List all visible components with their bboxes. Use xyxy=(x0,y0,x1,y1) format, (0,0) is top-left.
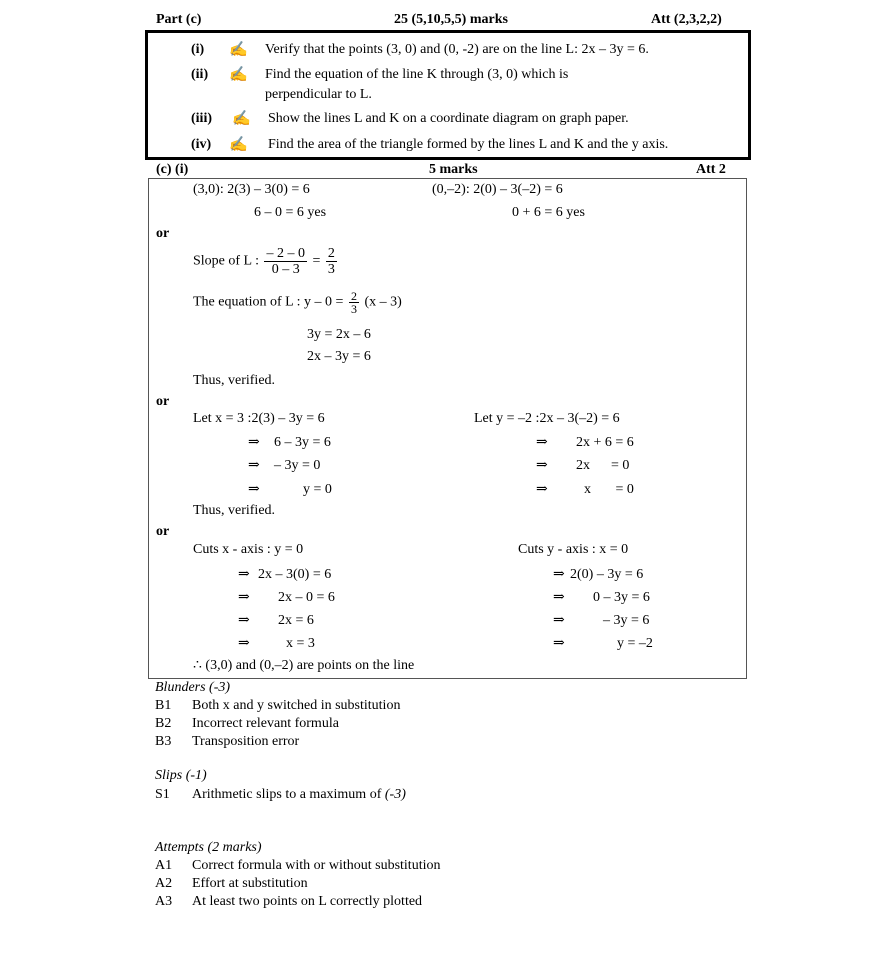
method4-right-head: Cuts y - axis : x = 0 xyxy=(518,542,629,557)
conclusion-text: ∴ (3,0) and (0,–2) are points on the line xyxy=(193,658,415,673)
method4-right-row xyxy=(553,566,643,583)
method4-left-row xyxy=(238,635,315,652)
method1-right-a: (0,–2): 2(0) – 3(–2) = 6 xyxy=(432,182,563,197)
method3-left-row xyxy=(248,481,332,498)
method3-right-head: Let y = –2 :2x – 3(–2) = 6 xyxy=(474,411,620,426)
slip-text-main: Arithmetic slips to a maximum of xyxy=(192,787,382,802)
implies-icon: ⇒ xyxy=(238,590,250,605)
question-num-3: (iii) xyxy=(191,111,212,126)
blunder-text: Incorrect relevant formula xyxy=(192,716,339,731)
question-num-1: (i) xyxy=(191,42,205,57)
blunder-text: Transposition error xyxy=(192,734,300,749)
slope-prefix: Slope of L : xyxy=(193,253,259,269)
method4-left-step: 2x – 3(0) = 6 xyxy=(258,567,332,582)
implies-icon: ⇒ xyxy=(553,567,565,582)
method4-right-step: 2(0) – 3y = 6 xyxy=(570,567,644,582)
implies-icon: ⇒ xyxy=(238,613,250,628)
implies-icon: ⇒ xyxy=(536,482,548,497)
slope-result-den: 3 xyxy=(327,262,335,277)
equation-den: 3 xyxy=(350,302,357,316)
slips-title: Slips (-1) xyxy=(155,768,207,783)
part-att: Att (2,3,2,2) xyxy=(651,12,722,27)
blunder-code: B3 xyxy=(155,734,172,749)
equation-suffix: (x – 3) xyxy=(364,294,402,310)
attempt-code: A1 xyxy=(155,858,173,873)
attempts-title: Attempts (2 marks) xyxy=(155,840,262,855)
question-text-1: Verify that the points (3, 0) and (0, -2) are on the line L: 2x – 3y = 6. xyxy=(265,42,649,57)
slope-fraction xyxy=(264,246,307,277)
implies-icon: ⇒ xyxy=(553,613,565,628)
method4-left-head: Cuts x - axis : y = 0 xyxy=(193,542,304,557)
method4-left-step: 2x = 6 xyxy=(278,613,314,628)
implies-icon: ⇒ xyxy=(248,458,260,473)
blunders-title: Blunders (-3) xyxy=(155,680,231,695)
implies-icon: ⇒ xyxy=(536,458,548,473)
method3-left-row xyxy=(248,457,320,474)
attempt-text: At least two points on L correctly plotted xyxy=(192,894,423,909)
attempt-code: A3 xyxy=(155,894,173,909)
method3-left-step: y = 0 xyxy=(303,482,332,497)
slip-text-tail: (-3) xyxy=(384,787,406,802)
part-marks: 25 (5,10,5,5) marks xyxy=(394,12,508,27)
or-label: or xyxy=(156,226,170,241)
implies-icon: ⇒ xyxy=(536,435,548,450)
slip-text xyxy=(192,787,406,803)
method4-right-step: y = –2 xyxy=(617,636,653,651)
or-label: or xyxy=(156,524,170,539)
equation-line3: 2x – 3y = 6 xyxy=(307,349,371,364)
method3-left-head: Let x = 3 :2(3) – 3y = 6 xyxy=(193,411,325,426)
pencil-icon: ✍ xyxy=(232,111,251,127)
equation-fraction xyxy=(349,290,359,315)
slope-result-num: 2 xyxy=(327,246,335,261)
method4-right-row xyxy=(553,589,650,606)
attempt-text: Effort at substitution xyxy=(192,876,308,891)
pencil-icon: ✍ xyxy=(229,67,248,83)
verified-text: Thus, verified. xyxy=(193,373,276,388)
method1-left-b: 6 – 0 = 6 yes xyxy=(254,205,327,220)
attempt-code: A2 xyxy=(155,876,173,891)
question-text-2: Find the equation of the line K through (3, 0) which is xyxy=(265,67,569,82)
verified-text: Thus, verified. xyxy=(193,503,276,518)
method3-right-row xyxy=(536,457,629,474)
slope-num: – 2 – 0 xyxy=(266,246,305,261)
method1-right-b: 0 + 6 = 6 yes xyxy=(512,205,585,220)
implies-icon: ⇒ xyxy=(248,435,260,450)
method4-left-row xyxy=(238,589,335,606)
slope-den: 0 – 3 xyxy=(271,262,300,277)
method3-right-step: 2x + 6 = 6 xyxy=(576,435,634,450)
implies-icon: ⇒ xyxy=(248,482,260,497)
method3-right-row xyxy=(536,481,634,498)
blunder-text: Both x and y switched in substitution xyxy=(192,698,401,713)
implies-icon: ⇒ xyxy=(238,567,250,582)
question-num-2: (ii) xyxy=(191,67,209,82)
question-num-4: (iv) xyxy=(191,137,212,152)
implies-icon: ⇒ xyxy=(238,636,250,651)
method3-right-step: x = 0 xyxy=(584,482,634,497)
method4-left-step: 2x – 0 = 6 xyxy=(278,590,335,605)
section-divider xyxy=(145,159,751,160)
method1-left-a: (3,0): 2(3) – 3(0) = 6 xyxy=(193,182,310,197)
slope-result xyxy=(326,246,337,277)
method3-left-row xyxy=(248,434,331,451)
equation-line2: 3y = 2x – 6 xyxy=(307,327,371,342)
method3-right-row xyxy=(536,434,634,451)
implies-icon: ⇒ xyxy=(553,590,565,605)
section-label: (c) (i) xyxy=(156,162,189,177)
blunder-code: B2 xyxy=(155,716,172,731)
slope-equals: = xyxy=(312,253,321,269)
equation-prefix: The equation of L : y – 0 = xyxy=(193,294,344,310)
pencil-icon: ✍ xyxy=(229,137,248,153)
question-text-2b: perpendicular to L. xyxy=(265,87,372,102)
or-label: or xyxy=(156,394,170,409)
part-label: Part (c) xyxy=(156,12,202,27)
question-text-4: Find the area of the triangle formed by the lines L and K and the y axis. xyxy=(268,137,669,152)
equation-line xyxy=(193,290,402,315)
slip-code: S1 xyxy=(155,787,170,802)
attempt-text: Correct formula with or without substitution xyxy=(192,858,441,873)
method4-left-row xyxy=(238,612,314,629)
method4-right-step: – 3y = 6 xyxy=(603,613,650,628)
method4-right-row xyxy=(553,635,653,652)
method4-left-step: x = 3 xyxy=(286,636,315,651)
section-att: Att 2 xyxy=(696,162,726,177)
question-text-3: Show the lines L and K on a coordinate diagram on graph paper. xyxy=(268,111,629,126)
equation-num: 2 xyxy=(350,289,357,303)
method3-left-step: – 3y = 0 xyxy=(274,458,321,473)
method4-right-row xyxy=(553,612,649,629)
blunder-code: B1 xyxy=(155,698,172,713)
method4-right-step: 0 – 3y = 6 xyxy=(593,590,650,605)
method3-right-step: 2x = 0 xyxy=(576,458,630,473)
method3-left-step: 6 – 3y = 6 xyxy=(274,435,331,450)
implies-icon: ⇒ xyxy=(553,636,565,651)
pencil-icon: ✍ xyxy=(229,42,248,58)
method4-left-row xyxy=(238,566,331,583)
slope-line xyxy=(193,246,339,277)
section-marks: 5 marks xyxy=(429,162,478,177)
